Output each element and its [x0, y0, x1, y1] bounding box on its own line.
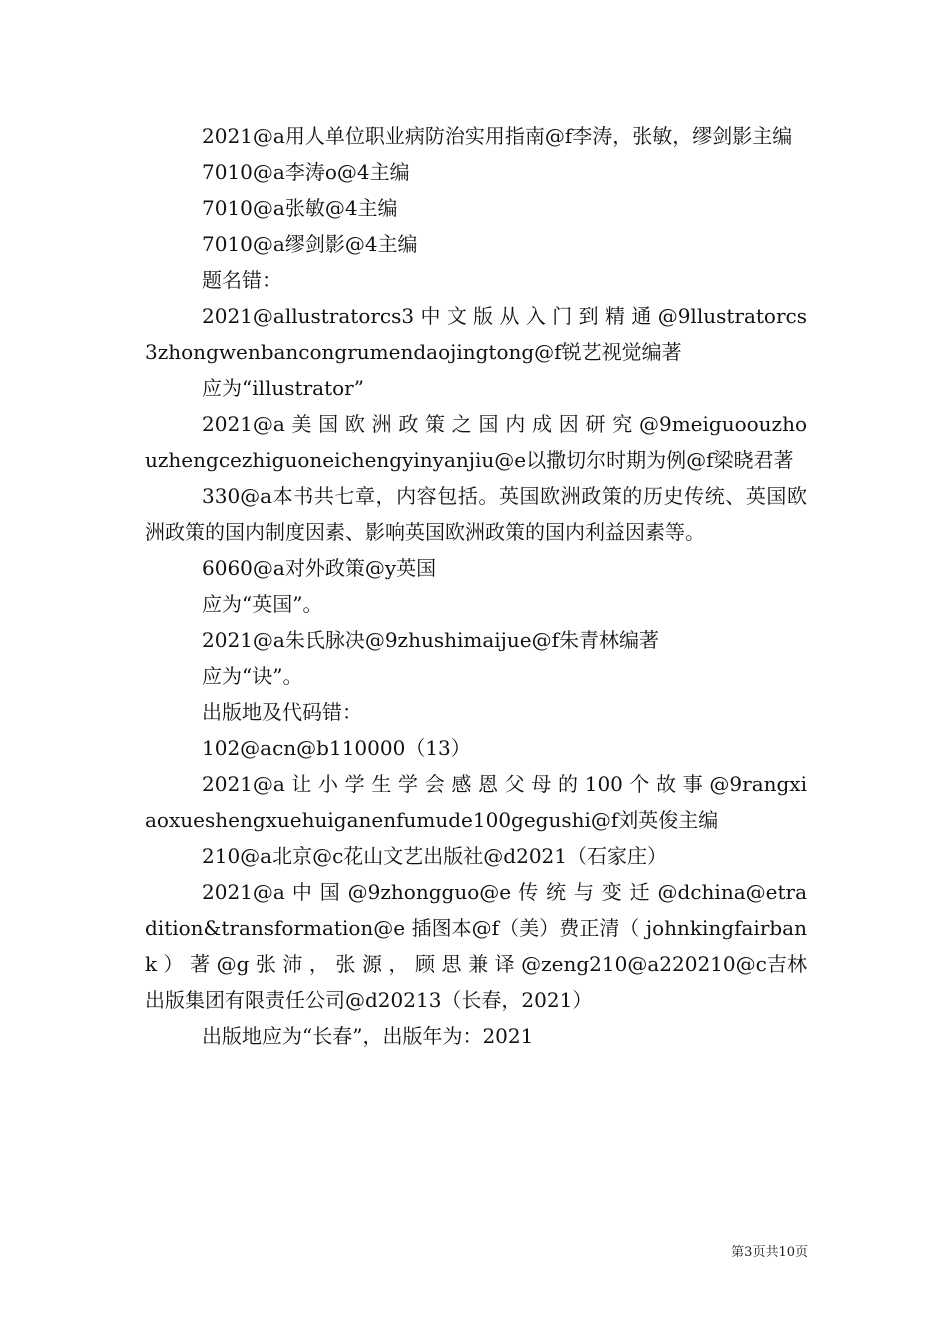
paragraph-4: 7010@a缪剑影@4主编 — [202, 232, 418, 256]
paragraph-2: 7010@a李涛o@4主编 — [202, 160, 410, 184]
paragraph-19: 出版地应为“长春”，出版年为：2021 — [202, 1024, 534, 1048]
paragraph-8: 2021@a 美 国 欧 洲 政 策 之 国 内 成 因 研 究 @9meiguoouzhouzhengcezhiguoneichengyinyanjiu@e以撒切尔时期为例@f梁晓君著 — [145, 412, 807, 472]
paragraph-18: 2021@a 中 国 @9zhongguo@e 传 统 与 变 迁 @dchina@etradition&transformation@e 插图本@f（美）费正清（ johnkingfairbank ） 著 @g 张 沛 ， 张 源 ， 顾 思 兼 译 @zeng210@a220210@c吉林出版集团有限责任公司@d20213（长春，2021） — [145, 880, 807, 1012]
page-number-footer: 第3页共10页 — [731, 1245, 808, 1260]
paragraph-14: 出版地及代码错： — [202, 700, 362, 724]
paragraph-17: 210@a北京@c花山文艺出版社@d2021（石家庄） — [202, 844, 667, 868]
paragraph-13: 应为“诀”。 — [202, 664, 303, 688]
document-body — [145, 118, 807, 1054]
paragraph-5: 题名错： — [202, 268, 282, 292]
paragraph-6: 2021@allustratorcs3 中 文 版 从 入 门 到 精 通 @9llustratorcs3zhongwenbancongrumendaojingtong@f锐艺视觉编著 — [145, 304, 807, 364]
paragraph-16: 2021@a 让 小 学 生 学 会 感 恩 父 母 的 100 个 故 事 @9rangxiaoxueshengxuehuiganenfumude100gegushi@f刘英俊主编 — [145, 772, 807, 832]
paragraph-10: 6060@a对外政策@y英国 — [202, 556, 437, 580]
paragraph-7: 应为“illustrator” — [202, 376, 364, 400]
paragraph-15: 102@acn@b110000（13） — [202, 736, 471, 760]
paragraph-3: 7010@a张敏@4主编 — [202, 196, 398, 220]
paragraph-1: 2021@a用人单位职业病防治实用指南@f李涛，张敏，缪剑影主编 — [202, 124, 793, 148]
paragraph-9: 330@a本书共七章，内容包括。英国欧洲政策的历史传统、英国欧洲政策的国内制度因素、影响英国欧洲政策的国内利益因素等。 — [145, 484, 807, 544]
paragraph-11: 应为“英国”。 — [202, 592, 323, 616]
paragraph-12: 2021@a朱氏脉决@9zhushimaijue@f朱青林编著 — [202, 628, 659, 652]
